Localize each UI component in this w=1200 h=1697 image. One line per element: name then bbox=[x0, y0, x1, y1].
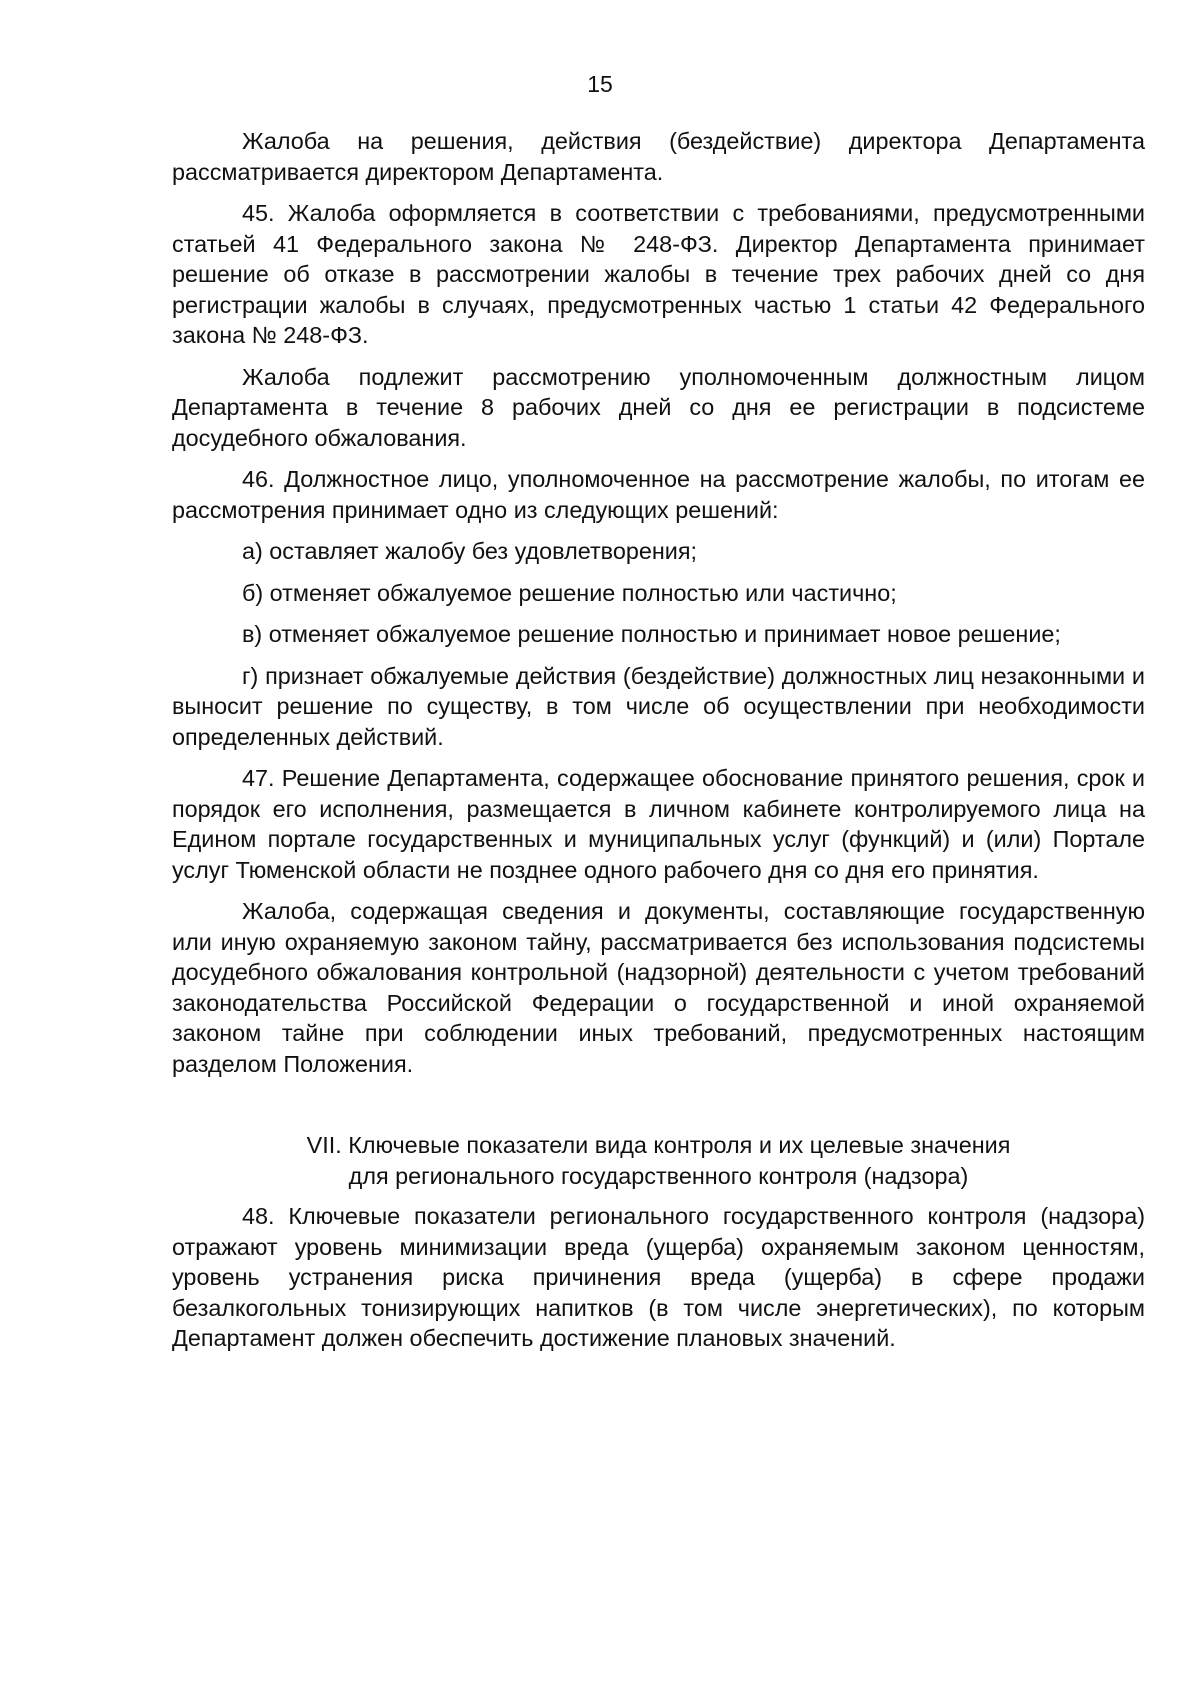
page-number: 15 bbox=[587, 71, 613, 97]
paragraph: 45. Жалоба оформляется в соответствии с требованиями, предусмотренными статьей 41 Федерального закона № 248-ФЗ. Директор Департамента принимает решение об отказе в рассмотрении жалобы в течение трех рабочих дней со дня регистрации жалобы в случаях, предусмотренных частью 1 статьи 42 Федерального закона № 248-ФЗ. bbox=[172, 200, 1145, 348]
section-heading bbox=[172, 1130, 1145, 1191]
section-heading-line: для регионального государственного контроля (надзора) bbox=[348, 1162, 969, 1189]
document-body bbox=[172, 126, 1145, 1365]
paragraph: 48. Ключевые показатели регионального государственного контроля (надзора) отражают уровень минимизации вреда (ущерба) охраняемым законом ценностям, уровень устранения риска причинения вреда (ущерба) в сфере продажи безалкогольных тонизирующих напитков (в том числе энергетических), по которым Департамент должен обеспечить достижение плановых значений. bbox=[172, 1203, 1145, 1351]
section-heading-line: VII. Ключевые показатели вида контроля и их целевые значения bbox=[306, 1132, 1011, 1158]
list-item: а) оставляет жалобу без удовлетворения; bbox=[242, 538, 698, 564]
list-item: г) признает обжалуемые действия (бездействие) должностных лиц незаконными и выносит решение по существу, в том числе об осуществлении при необходимости определенных действий. bbox=[172, 662, 1145, 750]
paragraph: 46. Должностное лицо, уполномоченное на рассмотрение жалобы, по итогам ее рассмотрения принимает одно из следующих решений: bbox=[172, 466, 1145, 523]
paragraph: Жалоба на решения, действия (бездействие) директора Департамента рассматривается директором Департамента. bbox=[172, 128, 1145, 185]
list-item: б) отменяет обжалуемое решение полностью или частично; bbox=[242, 579, 897, 606]
paragraph: Жалоба подлежит рассмотрению уполномоченным должностным лицом Департамента в течение 8 рабочих дней со дня ее регистрации в подсистеме досудебного обжалования. bbox=[172, 363, 1145, 451]
paragraph: Жалоба, содержащая сведения и документы, составляющие государственную или иную охраняемую законом тайну, рассматривается без использования подсистемы досудебного обжалования контрольной (надзорной) деятельности с учетом требований законодательства Российской Федерации о государственной и иной охраняемой законом тайне при соблюдении иных требований, предусмотренных настоящим разделом Положения. bbox=[172, 898, 1145, 1077]
list-item: в) отменяет обжалуемое решение полностью и принимает новое решение; bbox=[242, 621, 1061, 647]
paragraph: 47. Решение Департамента, содержащее обоснование принятого решения, срок и порядок его исполнения, размещается в личном кабинете контролируемого лица на Едином портале государственных и муниципальных услуг (функций) и (или) Портале услуг Тюменской области не позднее одного рабочего дня со дня его принятия. bbox=[172, 765, 1145, 883]
